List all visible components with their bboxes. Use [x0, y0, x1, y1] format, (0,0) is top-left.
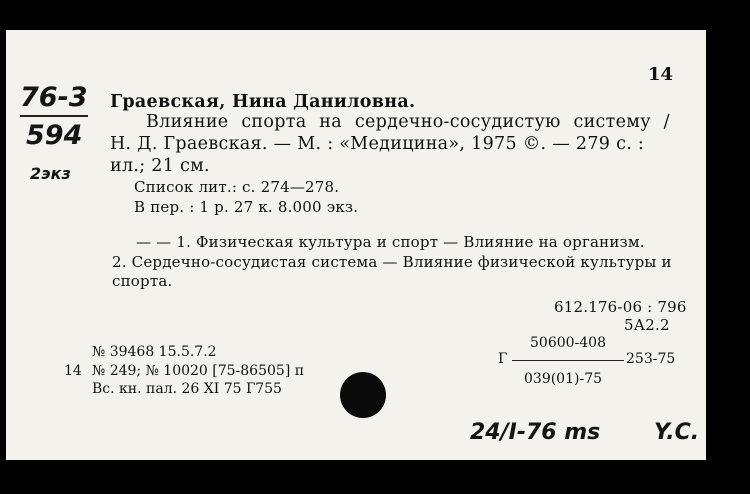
author-heading: Граевская, Нина Даниловна.: [110, 92, 416, 112]
title-line-1: Влияние спорта на сердечно-сосудистую систему /: [146, 112, 670, 132]
bibliography-note: Список лит.: с. 274—278.: [134, 178, 340, 196]
handwritten-shelf-mark-1: 76-3: [20, 82, 88, 113]
udc-code: 612.176-06 : 796: [554, 298, 687, 316]
handwritten-bottom-note: 24/I-76 ms: [470, 420, 601, 445]
subject-line-2: 2. Сердечно-сосудистая система — Влияние физической культуры и: [112, 253, 672, 271]
bbk-code: 5А2.2: [624, 316, 670, 334]
subject-line-3: спорта.: [112, 272, 173, 290]
code-prefix: Г: [498, 351, 508, 367]
code-fraction-line: [512, 360, 624, 361]
code-right: 253-75: [626, 351, 676, 367]
handwritten-copies: 2экз: [30, 164, 71, 183]
card-number: 14: [648, 64, 674, 85]
subject-line-1: — — 1. Физическая культура и спорт — Влияние на организм.: [136, 233, 645, 251]
reg-line-1: № 39468 15.5.7.2: [92, 344, 217, 360]
reg-line-2: № 249; № 10020 [75-86505] п: [92, 363, 305, 379]
code-top: 50600-408: [530, 335, 606, 351]
title-line-3: ил.; 21 см.: [110, 156, 210, 176]
handwritten-shelf-mark-2: 594: [26, 120, 83, 151]
code-bottom: 039(01)-75: [524, 371, 603, 387]
reg-line-3: Вс. кн. пал. 26 XI 75 Г755: [92, 381, 282, 397]
price-note: В пер. : 1 р. 27 к. 8.000 экз.: [134, 198, 359, 216]
punch-hole: [340, 372, 386, 418]
reg-line-2-prefix: 14: [64, 363, 82, 379]
handwritten-initials: Y.C.: [654, 420, 700, 445]
handwritten-underline: [20, 115, 88, 117]
title-line-2: Н. Д. Граевская. — М. : «Медицина», 1975 ©. — 279 с. :: [110, 134, 645, 154]
